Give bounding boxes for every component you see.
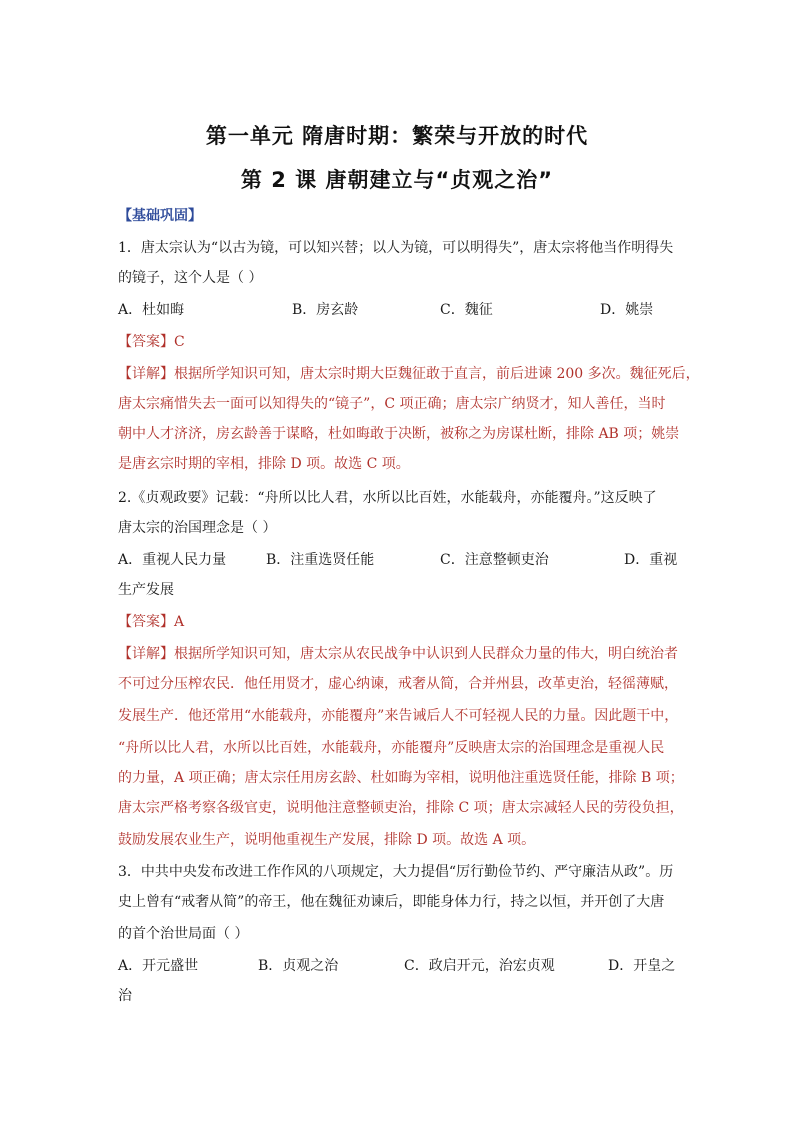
q3-option-d: D．开皇之	[608, 958, 676, 974]
q1-option-b: B．房玄龄	[292, 302, 359, 318]
q1-option-c: C．魏征	[440, 302, 493, 318]
q1-detail-line3: 朝中人才济济，房玄龄善于谋略，杜如晦敢于决断，被称之为房谋杜断，排除 AB 项；姚崇	[118, 426, 680, 442]
q3-stem-line3: 的首个治世局面（ ）	[118, 926, 249, 942]
q2-detail-line5: 的力量，A 项正确；唐太宗任用房玄龄、杜如晦为宰相，说明他注重选贤任能，排除 B 项；	[118, 770, 684, 786]
q1-option-a: A．杜如晦	[118, 302, 185, 318]
q1-answer: 【答案】C	[118, 334, 185, 350]
q2-detail-line4: “舟所以比人君，水所以比百姓，水能载舟，亦能覆舟”反映唐太宗的治国理念是重视人民	[118, 740, 665, 756]
q2-stem-line2: 唐太宗的治国理念是（ ）	[118, 520, 277, 536]
q3-option-d-continued: 治	[118, 988, 132, 1004]
q2-answer: 【答案】A	[118, 614, 185, 630]
unit-title: 第一单元 隋唐时期：繁荣与开放的时代	[205, 124, 589, 148]
q1-option-d: D．姚崇	[600, 302, 654, 318]
q2-option-d: D．重视	[624, 552, 678, 568]
q1-stem-line2: 的镜子，这个人是（ ）	[118, 270, 263, 286]
q3-option-c: C．政启开元，治宏贞观	[404, 958, 555, 974]
q2-detail-line1: 【详解】根据所学知识可知，唐太宗从农民战争中认识到人民群众力量的伟大，明白统治者	[118, 646, 678, 662]
q2-detail-line6: 唐太宗严格考察各级官吏，说明他注意整顿吏治，排除 C 项；唐太宗减轻人民的劳役负担，	[118, 800, 684, 816]
q2-detail-line7: 鼓励发展农业生产，说明他重视生产发展，排除 D 项。故选 A 项。	[118, 832, 536, 848]
q1-stem-line1: 1．唐太宗认为“以古为镜，可以知兴替；以人为镜，可以明得失”，唐太宗将他当作明得失	[118, 240, 674, 256]
q2-option-b: B．注重选贤任能	[266, 552, 375, 568]
q2-stem-line1: 2.《贞观政要》记载：“舟所以比人君，水所以比百姓，水能载舟，亦能覆舟。”这反映了	[118, 490, 657, 506]
q3-option-b: B．贞观之治	[258, 958, 339, 974]
q2-option-c: C．注意整顿吏治	[440, 552, 549, 568]
q2-option-a: A．重视人民力量	[118, 552, 227, 568]
q2-option-d-continued: 生产发展	[118, 582, 174, 598]
q1-detail-line2: 唐太宗痛惜失去一面可以知得失的“镜子”，C 项正确；唐太宗广纳贤才，知人善任，当时	[118, 396, 666, 412]
q2-detail-line2: 不可过分压榨农民．他任用贤才，虚心纳谏，戒奢从简，合并州县，改革吏治，轻徭薄赋，	[118, 676, 678, 692]
q3-option-a: A．开元盛世	[118, 958, 199, 974]
q3-stem-line2: 史上曾有“戒奢从简”的帝王，他在魏征劝谏后，即能身体力行，持之以恒，并开创了大唐	[118, 894, 665, 910]
q2-detail-line3: 发展生产．他还常用“水能载舟，亦能覆舟”来告诫后人不可轻视人民的力量。因此题干中，	[118, 708, 679, 724]
q3-stem-line1: 3．中共中央发布改进工作作风的八项规定，大力提倡“厉行勤俭节约、严守廉洁从政”。历	[118, 864, 674, 880]
q1-detail-line1: 【详解】根据所学知识可知，唐太宗时期大臣魏征敢于直言，前后进谏 200 多次。魏征死后，	[118, 366, 700, 382]
q1-detail-line4: 是唐玄宗时期的宰相，排除 D 项。故选 C 项。	[118, 456, 410, 472]
section-label: 【基础巩固】	[118, 208, 202, 224]
lesson-title: 第 2 课 唐朝建立与“贞观之治”	[240, 168, 554, 192]
